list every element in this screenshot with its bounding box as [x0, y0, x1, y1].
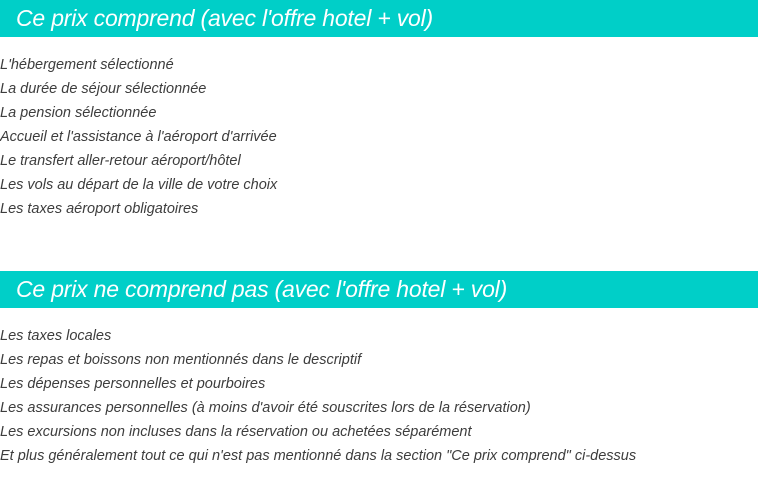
- list-item: Les repas et boissons non mentionnés dans le descriptif: [0, 352, 362, 368]
- list-item: Les vols au départ de la ville de votre choix: [0, 177, 278, 193]
- list-item: Les assurances personnelles (à moins d'avoir été souscrites lors de la réservation): [0, 400, 531, 416]
- list-item: Les excursions non incluses dans la réservation ou achetées séparément: [0, 424, 472, 440]
- list-item: Les taxes aéroport obligatoires: [0, 201, 199, 217]
- list-item: La durée de séjour sélectionnée: [0, 81, 207, 97]
- excluded-section-header: [0, 271, 758, 308]
- list-item: Accueil et l'assistance à l'aéroport d'arrivée: [0, 129, 277, 145]
- list-item: Les dépenses personnelles et pourboires: [0, 376, 266, 392]
- list-item: La pension sélectionnée: [0, 105, 157, 121]
- list-item: L'hébergement sélectionné: [0, 57, 174, 73]
- included-section-header: [0, 0, 758, 37]
- included-list: [0, 53, 277, 221]
- excluded-section-title: Ce prix ne comprend pas (avec l'offre hotel + vol): [16, 276, 508, 302]
- included-section-title: Ce prix comprend (avec l'offre hotel + vol): [16, 5, 434, 31]
- list-item: Et plus généralement tout ce qui n'est pas mentionné dans la section "Ce prix comprend" ci-dessus: [0, 448, 637, 464]
- list-item: Le transfert aller-retour aéroport/hôtel: [0, 153, 241, 169]
- excluded-list: [0, 324, 636, 468]
- list-item: Les taxes locales: [0, 328, 112, 344]
